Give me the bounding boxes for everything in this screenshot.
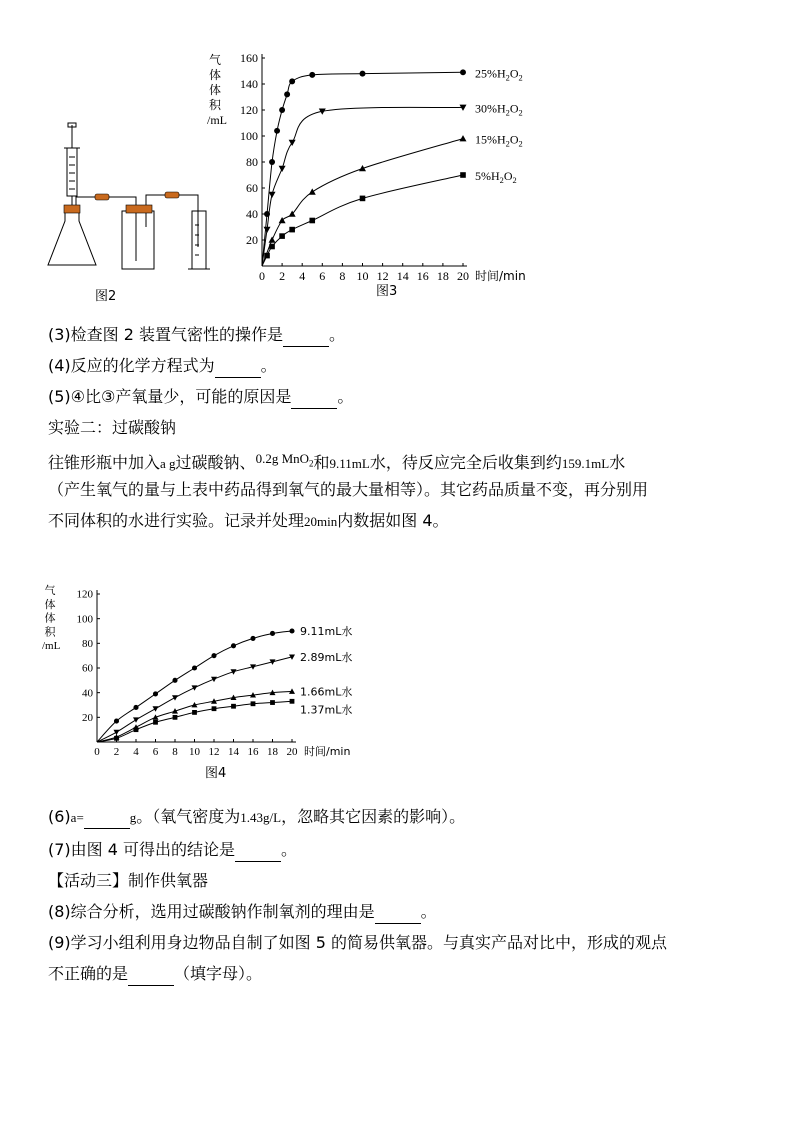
y-axis-unit: /mL <box>42 640 61 652</box>
x-tick-label: 12 <box>208 746 220 758</box>
x-tick-label: 10 <box>189 746 200 758</box>
y-axis-label-char: 体 <box>44 611 56 625</box>
series-line <box>262 107 463 266</box>
y-axis-label-char: 体 <box>44 597 56 611</box>
x-tick-label: 20 <box>286 746 298 758</box>
question-7-text: (7)由图 4 可得出的结论是 <box>48 840 236 859</box>
x-axis-label: 时间/min <box>304 745 351 758</box>
x-tick-label: 14 <box>396 269 409 283</box>
data-point <box>274 128 280 134</box>
data-point <box>309 218 315 224</box>
data-point <box>289 140 296 146</box>
question-6: (6)a= g。（氧气密度为1.43g/L，忽略其它因素的影响）。 <box>48 806 465 829</box>
question-5-text: (5)④比③产氧量少，可能的原因是 <box>48 387 292 406</box>
data-point <box>134 727 139 732</box>
data-point <box>360 71 366 77</box>
collected-volume: 159.1mL <box>561 456 610 471</box>
figure-2-apparatus <box>40 115 225 300</box>
experiment-2-line-1: 往锥形瓶中加入a g过碳酸钠、$^{0.2g MnO_2}$和9.11mL水，待反应完全后收集到约159.1mL水 <box>48 451 626 472</box>
x-tick-label: 4 <box>299 269 306 283</box>
question-5: (5)④比③产氧量少，可能的原因是 。 <box>48 386 353 409</box>
data-point <box>460 69 466 75</box>
question-8-text: (8)综合分析，选用过碳酸钠作制氧剂的理由是 <box>48 902 375 921</box>
data-point <box>173 715 178 720</box>
question-4-text: (4)反应的化学方程式为 <box>48 356 215 375</box>
figure-3-chart <box>205 44 555 284</box>
data-point <box>279 107 285 113</box>
answer-blank-3[interactable] <box>283 324 329 347</box>
series-line <box>262 175 463 266</box>
y-tick-label: 40 <box>246 207 258 221</box>
data-point <box>460 172 466 178</box>
experiment-2-line-2: （产生氧气的量与上表中药品得到氧气的最大量相等）。其它药品质量不变，再分别用 <box>48 480 649 499</box>
data-point <box>133 705 138 710</box>
data-point <box>264 227 271 233</box>
series-label: $5\%H_2O_2$ <box>475 169 517 185</box>
data-point <box>269 159 275 165</box>
x-tick-label: 10 <box>356 269 369 283</box>
x-tick-label: 6 <box>152 746 159 758</box>
data-point <box>211 653 216 658</box>
x-axis-label: 时间/min <box>475 269 526 283</box>
series-line <box>97 701 292 742</box>
data-point <box>309 72 315 78</box>
data-point <box>279 233 285 239</box>
answer-blank-5[interactable] <box>291 386 337 409</box>
data-point <box>264 253 270 259</box>
x-tick-label: 14 <box>228 746 239 758</box>
question-3-text: (3)检查图 2 装置气密性的操作是 <box>48 325 284 344</box>
x-tick-label: 8 <box>339 269 346 283</box>
series-label: $25\%H_2O_2$ <box>475 66 523 83</box>
x-tick-label: 16 <box>247 746 259 758</box>
series-label: 9.11mL水 <box>300 625 353 638</box>
data-point <box>153 706 159 711</box>
y-tick-label: 40 <box>82 687 93 700</box>
y-tick-label: 60 <box>246 181 258 195</box>
x-tick-label: 0 <box>94 746 100 758</box>
question-9-line-2: 不正确的是 （填字母）。 <box>48 963 262 986</box>
y-tick-label: 160 <box>240 51 258 65</box>
series-label: $15\%H_2O_2$ <box>475 132 523 149</box>
data-point <box>289 227 295 233</box>
y-axis-unit: /mL <box>207 113 227 127</box>
data-point <box>114 736 119 741</box>
data-point <box>133 717 139 722</box>
x-tick-label: 0 <box>259 269 265 283</box>
question-9-line-1: (9)学习小组利用身边物品自制了如图 5 的简易供氧器。与真实产品对比中，形成的观点 <box>48 933 668 952</box>
data-point <box>360 196 366 202</box>
series-label: 2.89mL水 <box>300 650 353 664</box>
answer-blank-7[interactable] <box>235 839 281 862</box>
series-label: 1.66mL水 <box>300 685 353 699</box>
data-point <box>290 699 295 704</box>
answer-blank-6[interactable] <box>84 806 130 829</box>
question-3: (3)检查图 2 装置气密性的操作是 。 <box>48 324 345 347</box>
question-7: (7)由图 4 可得出的结论是 。 <box>48 839 297 862</box>
y-tick-label: 140 <box>240 77 258 91</box>
x-tick-label: 6 <box>319 269 326 283</box>
x-tick-label: 2 <box>113 746 120 758</box>
figure-3-caption: 图3 <box>376 284 398 299</box>
answer-blank-9[interactable] <box>128 963 174 986</box>
data-point <box>250 636 255 641</box>
data-point <box>309 188 316 194</box>
oxygen-density: 1.43g/L <box>240 810 282 825</box>
graduated-cylinder <box>192 211 206 269</box>
data-point <box>192 665 197 670</box>
data-point <box>269 192 276 198</box>
y-tick-label: 60 <box>82 662 93 675</box>
x-tick-label: 8 <box>172 746 178 758</box>
series-label: 1.37mL水 <box>300 703 353 717</box>
data-point <box>153 691 158 696</box>
x-tick-label: 18 <box>267 746 278 758</box>
data-point <box>269 237 276 243</box>
x-tick-label: 4 <box>133 746 139 758</box>
data-point <box>172 678 177 683</box>
data-point <box>284 91 290 97</box>
experiment-2-title: 实验二：过碳酸钠 <box>48 418 177 437</box>
series-label: $30\%H_2O_2$ <box>475 101 523 118</box>
mno2-amount: 0.2g MnO2 <box>255 451 314 469</box>
data-point <box>460 135 467 141</box>
y-tick-label: 20 <box>246 233 258 247</box>
data-point <box>231 704 236 709</box>
var-a-g: a g <box>160 456 176 471</box>
y-tick-label: 120 <box>240 103 258 117</box>
water-volume: 9.11mL <box>329 456 370 471</box>
data-point <box>114 718 119 723</box>
data-point <box>269 244 275 250</box>
figure-4-chart <box>40 582 380 762</box>
y-tick-label: 20 <box>82 712 93 724</box>
gas-bottle <box>122 211 154 269</box>
data-point <box>192 710 197 715</box>
data-point <box>251 701 256 706</box>
y-tick-label: 80 <box>82 638 93 650</box>
y-tick-label: 120 <box>76 588 93 601</box>
x-tick-label: 16 <box>416 269 429 283</box>
data-point <box>270 700 275 705</box>
series-line <box>262 139 463 266</box>
y-axis-label-char: 体 <box>208 68 222 82</box>
experiment-2-line-3: 不同体积的水进行实验。记录并处理20min内数据如图 4。 <box>48 511 449 530</box>
question-8: (8)综合分析，选用过碳酸钠作制氧剂的理由是 。 <box>48 901 437 924</box>
x-tick-label: 18 <box>436 269 449 283</box>
question-4: (4)反应的化学方程式为 。 <box>48 355 277 378</box>
var-a: a= <box>70 810 84 825</box>
answer-blank-4[interactable] <box>215 355 261 378</box>
y-axis-label-char: 积 <box>44 625 56 639</box>
x-tick-label: 12 <box>376 269 389 283</box>
data-point <box>172 695 178 700</box>
bottle-stopper <box>126 205 152 213</box>
figure-2-caption: 图2 <box>95 289 117 304</box>
y-axis-label-char: 积 <box>208 98 222 112</box>
data-point <box>231 643 236 648</box>
y-tick-label: 100 <box>76 613 93 626</box>
data-point <box>289 78 295 84</box>
y-tick-label: 100 <box>240 129 258 143</box>
data-point <box>211 677 217 682</box>
y-axis-label-char: 气 <box>44 584 56 597</box>
y-tick-label: 80 <box>246 155 258 169</box>
conical-flask <box>48 211 96 265</box>
data-point <box>153 720 158 725</box>
y-axis-label-char: 气 <box>208 53 222 67</box>
activity-3-title: 【活动三】制作供氧器 <box>48 871 209 890</box>
figure-4-caption: 图4 <box>205 766 227 781</box>
y-axis-label-char: 体 <box>208 83 222 97</box>
data-point <box>279 166 286 172</box>
data-point <box>270 631 275 636</box>
answer-blank-8[interactable] <box>375 901 421 924</box>
flask-stopper <box>64 205 80 213</box>
data-point <box>192 685 198 690</box>
time-20min: 20min <box>304 514 338 529</box>
x-tick-label: 20 <box>457 269 469 283</box>
data-point <box>289 628 294 633</box>
data-point <box>212 706 217 711</box>
x-tick-label: 2 <box>279 269 286 283</box>
